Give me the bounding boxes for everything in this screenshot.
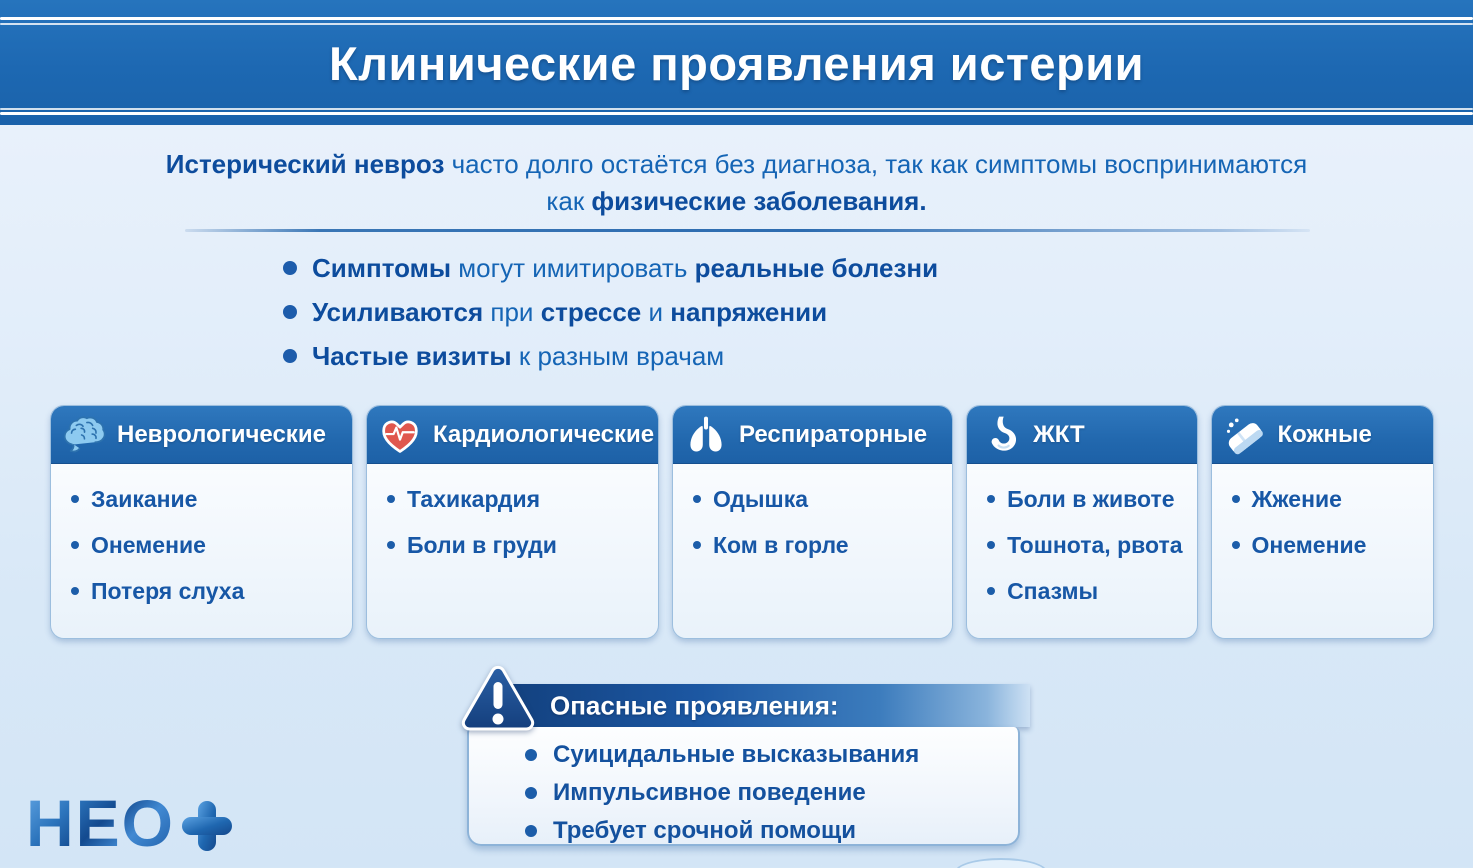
item-bullet-icon — [525, 749, 537, 761]
warning-item-text: Требует срочной помощи — [553, 816, 856, 844]
item-bullet-icon — [387, 541, 395, 549]
logo-plus-icon — [179, 798, 235, 854]
item-bullet-icon — [987, 541, 995, 549]
skin-icon — [1222, 412, 1268, 458]
logo — [26, 788, 235, 858]
text-segment: Усиливаются — [312, 296, 484, 327]
item-bullet-icon — [693, 541, 701, 549]
text-segment: реальные болезни — [694, 252, 939, 283]
card-header — [367, 406, 658, 464]
key-point-text — [312, 253, 938, 284]
symptom-card-кожные — [1211, 405, 1434, 639]
card-item — [71, 532, 338, 559]
symptom-card-кардиологические — [366, 405, 659, 639]
card-item-text: Жжение — [1251, 486, 1342, 512]
page-title: Клинические проявления истерии — [329, 37, 1144, 90]
warning-items-list — [467, 727, 1020, 846]
warning-title: Опасные проявления: — [550, 690, 839, 720]
intro-text — [149, 146, 1324, 220]
card-header — [673, 406, 952, 464]
card-title: Респираторные — [738, 420, 928, 448]
text-segment: стрессе — [540, 296, 642, 327]
header-band — [0, 0, 1473, 125]
header-rule-bottom-thin — [0, 108, 1473, 110]
key-points-list — [283, 253, 938, 385]
header-rule-top — [0, 17, 1473, 20]
card-item-text: Потеря слуха — [91, 578, 245, 604]
heart-icon — [377, 412, 423, 458]
warning-item-text: Импульсивное поведение — [553, 778, 866, 806]
bullet-icon — [283, 261, 297, 275]
text-segment: и — [641, 296, 671, 327]
card-item-text: Заикание — [91, 486, 198, 512]
item-bullet-icon — [71, 587, 79, 595]
text-segment: напряжении — [670, 296, 828, 327]
stomach-icon — [977, 412, 1023, 458]
item-bullet-icon — [987, 495, 995, 503]
card-item-text: Тошнота, рвота — [1007, 532, 1183, 558]
text-segment: Симптомы — [312, 252, 452, 283]
text-segment: Частые визиты — [312, 340, 512, 371]
key-point — [283, 253, 938, 283]
card-item — [71, 578, 338, 605]
item-bullet-icon — [387, 495, 395, 503]
item-bullet-icon — [1232, 541, 1240, 549]
exclamation-triangle-icon — [459, 663, 537, 737]
card-item-text: Онемение — [1251, 532, 1367, 558]
symptom-card-неврологические — [50, 405, 353, 639]
card-items — [1212, 464, 1433, 588]
key-point — [283, 297, 938, 327]
text-segment: могут имитировать — [451, 252, 695, 283]
card-item — [1232, 532, 1419, 559]
bullet-icon — [283, 305, 297, 319]
card-header — [51, 406, 352, 464]
item-bullet-icon — [987, 587, 995, 595]
bullet-icon — [283, 349, 297, 363]
card-item — [693, 486, 938, 513]
warning-item-text: Суицидальные высказывания — [553, 740, 920, 768]
card-item — [71, 486, 338, 513]
card-item-text: Боли в животе — [1007, 486, 1175, 512]
item-bullet-icon — [693, 495, 701, 503]
card-item-text: Онемение — [91, 532, 206, 558]
key-point-text — [312, 297, 827, 328]
card-item-text: Тахикардия — [406, 486, 541, 512]
item-bullet-icon — [525, 787, 537, 799]
card-items — [967, 464, 1196, 634]
card-title: Неврологические — [117, 420, 326, 448]
decorative-arc — [955, 858, 1047, 868]
card-item — [987, 486, 1182, 513]
warning-item — [525, 780, 998, 805]
card-header — [967, 406, 1196, 464]
card-items — [51, 464, 352, 634]
text-segment: часто долго остаётся без диагноза, так как симптомы воспринимаются как — [444, 149, 1308, 216]
logo-text: НЕО — [26, 786, 176, 860]
header-rule-top-thin — [0, 23, 1473, 25]
key-point — [283, 341, 938, 371]
key-point-text — [312, 341, 724, 372]
text-segment: Истерический невроз — [165, 149, 445, 179]
lungs-icon — [683, 412, 729, 458]
brain-icon — [61, 412, 107, 458]
item-bullet-icon — [71, 495, 79, 503]
warning-header-band — [492, 684, 1030, 727]
card-item — [987, 532, 1182, 559]
card-item-text: Ком в горле — [712, 532, 849, 558]
card-item — [987, 578, 1182, 605]
text-segment: при — [483, 296, 541, 327]
card-item — [693, 532, 938, 559]
header-rule-bottom — [0, 112, 1473, 115]
item-bullet-icon — [1232, 495, 1240, 503]
warning-item — [525, 818, 998, 843]
symptom-card-респираторные — [672, 405, 953, 639]
card-title: Кардиологические — [432, 420, 655, 448]
item-bullet-icon — [525, 825, 537, 837]
card-title: Кожные — [1277, 420, 1372, 448]
card-item-text: Одышка — [712, 486, 809, 512]
text-segment: к разным врачам — [511, 340, 725, 371]
card-header — [1212, 406, 1433, 464]
card-item-text: Боли в груди — [406, 532, 557, 558]
item-bullet-icon — [71, 541, 79, 549]
card-item — [387, 486, 644, 513]
card-item-text: Спазмы — [1007, 578, 1099, 604]
card-items — [367, 464, 658, 588]
section-divider — [185, 229, 1310, 232]
text-segment: физические заболевания. — [591, 186, 927, 216]
card-item — [387, 532, 644, 559]
symptom-cards-row — [50, 405, 1434, 639]
card-items — [673, 464, 952, 588]
card-title: ЖКТ — [1033, 420, 1085, 448]
card-item — [1232, 486, 1419, 513]
warning-item — [525, 742, 998, 767]
symptom-card-жкт — [966, 405, 1197, 639]
